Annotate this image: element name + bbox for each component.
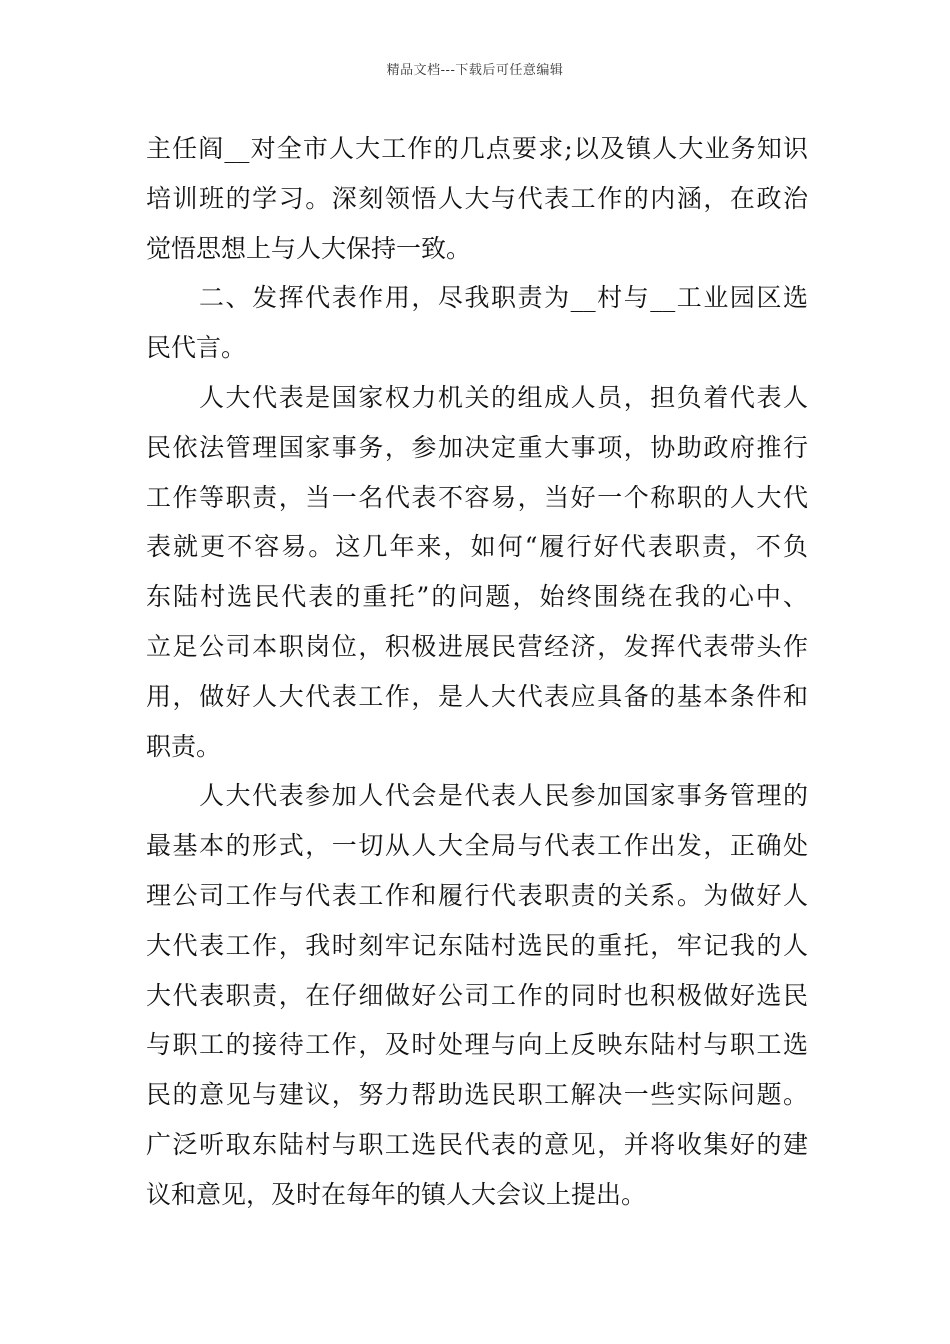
text-line: 大代表工作，我时刻牢记东陆村选民的重托，牢记我的人 <box>146 930 808 960</box>
text-line: 理公司工作与代表工作和履行代表职责的关系。为做好人 <box>146 880 808 910</box>
text-line: 主任阎__对全市人大工作的几点要求;以及镇人大业务知识 <box>146 134 808 163</box>
text-line: 用，做好人大代表工作，是人大代表应具备的基本条件和 <box>146 681 808 711</box>
paragraph-1 <box>146 124 808 273</box>
text-line: 民的意见与建议，努力帮助选民职工解决一些实际问题。 <box>146 1080 808 1110</box>
text-line: 立足公司本职岗位，积极进展民营经济，发挥代表带头作 <box>146 631 808 661</box>
text-line: 二、发挥代表作用，尽我职责为__村与__工业园区选 <box>199 283 808 313</box>
text-line: 职责。 <box>146 731 222 761</box>
text-line: 最基本的形式，一切从人大全局与代表工作出发，正确处 <box>146 831 808 861</box>
text-line: 广泛听取东陆村与职工选民代表的意见，并将收集好的建 <box>146 1129 808 1159</box>
text-line: 觉悟思想上与人大保持一致。 <box>146 233 472 263</box>
text-line: 东陆村选民代表的重托”的问题，始终围绕在我的心中、 <box>146 582 808 612</box>
text-line: 与职工的接待工作，及时处理与向上反映东陆村与职工选 <box>146 1030 808 1060</box>
paragraph-3 <box>146 373 808 771</box>
paragraph-2 <box>146 273 808 373</box>
text-line: 人大代表是国家权力机关的组成人员，担负着代表人 <box>199 382 808 412</box>
text-line: 表就更不容易。这几年来，如何“履行好代表职责，不负 <box>146 532 808 562</box>
page-header: 精品文档---下载后可任意编辑 <box>386 63 564 78</box>
paragraph-4 <box>146 771 808 1219</box>
text-line: 议和意见，及时在每年的镇人大会议上提出。 <box>146 1179 647 1209</box>
text-line: 人大代表参加人代会是代表人民参加国家事务管理的 <box>199 781 808 811</box>
text-line: 民依法管理国家事务，参加决定重大事项，协助政府推行 <box>146 432 808 462</box>
text-line: 培训班的学习。深刻领悟人大与代表工作的内涵，在政治 <box>146 183 808 213</box>
text-line: 大代表职责，在仔细做好公司工作的同时也积极做好选民 <box>146 980 808 1010</box>
document-body <box>146 124 808 1220</box>
text-line: 工作等职责，当一名代表不容易，当好一个称职的人大代 <box>146 482 808 512</box>
text-line: 民代言。 <box>146 333 247 363</box>
